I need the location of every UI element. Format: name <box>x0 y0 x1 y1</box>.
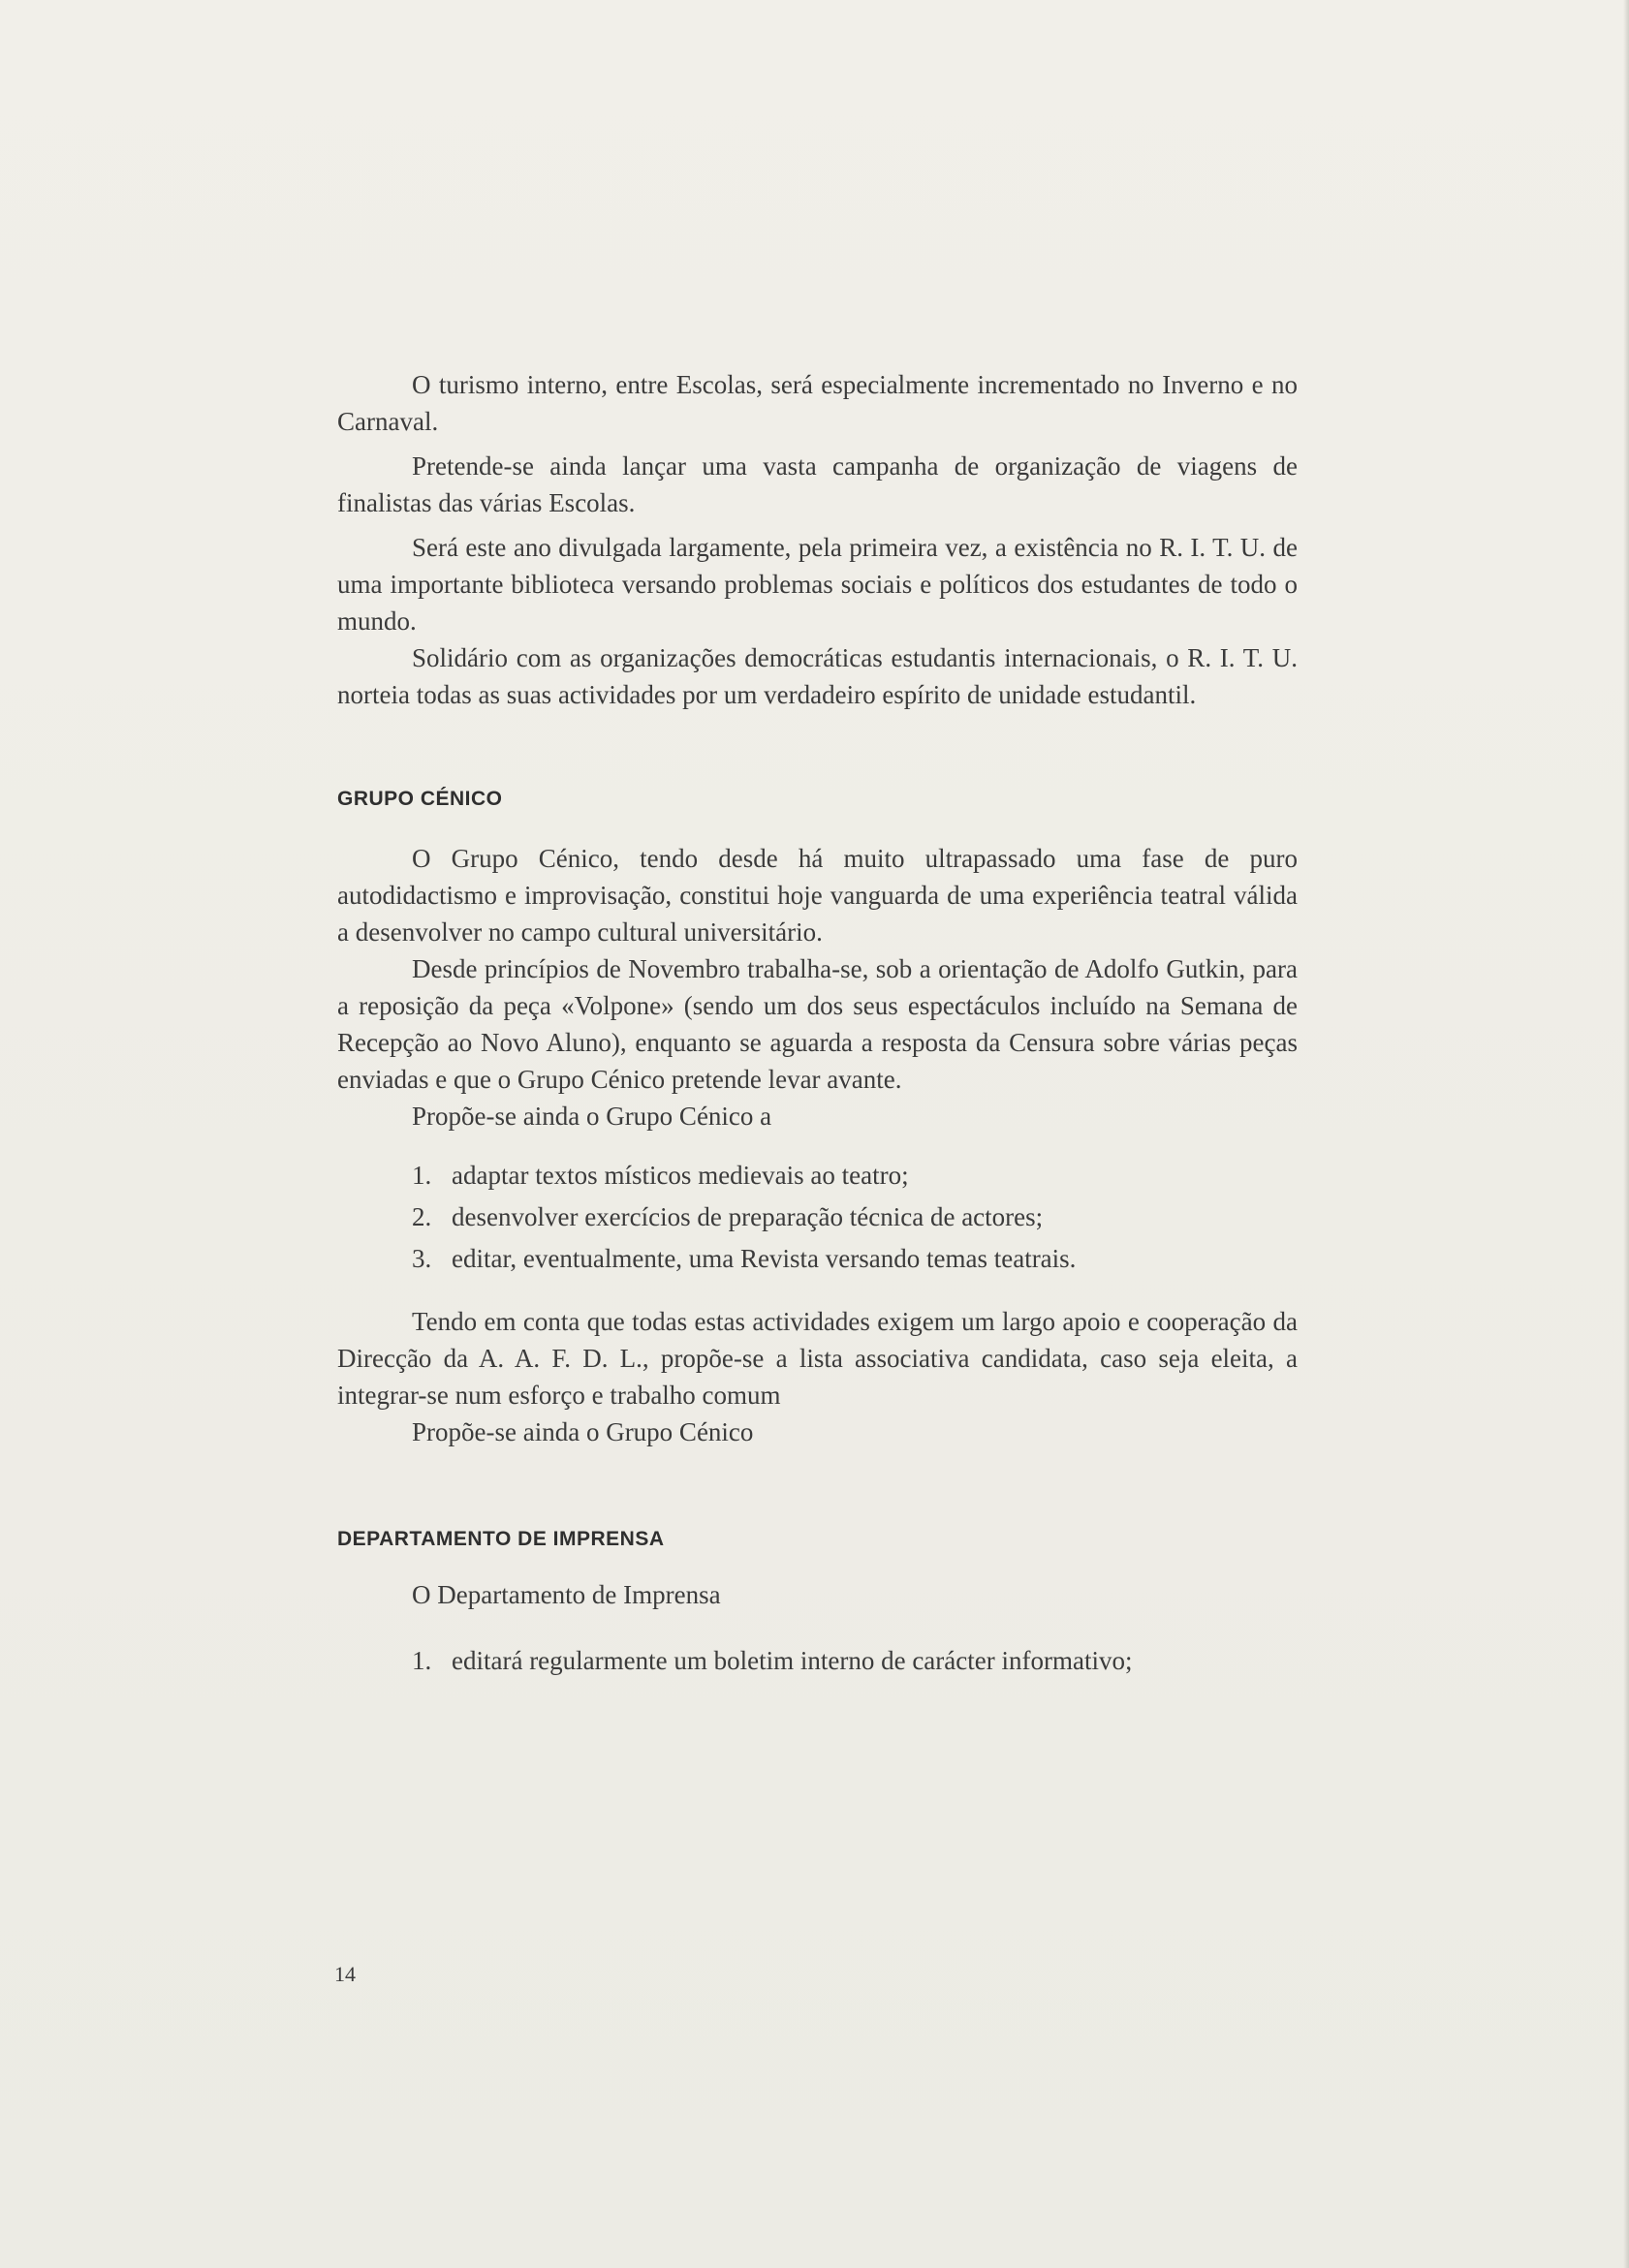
paragraph-biblioteca: Será este ano divulgada largamente, pela primeira vez, a existência no R. I. T. U. de uma importante biblioteca versando problemas sociais e políticos dos estudantes de todo o mundo. <box>337 533 1298 636</box>
imprensa-list <box>337 1642 1298 1679</box>
document-body <box>337 366 1298 1679</box>
list-item-text: desenvolver exercícios de preparação técnica de actores; <box>452 1202 1044 1231</box>
paragraph-solidario: Solidário com as organizações democráticas estudantis internacionais, o R. I. T. U. norteia todas as suas actividades por um verdadeiro espírito de unidade estudantil. <box>337 643 1298 709</box>
paragraph-turismo: O turismo interno, entre Escolas, será especialmente incrementado no Inverno e no Carnaval. <box>337 370 1298 436</box>
paragraph-apoio: Tendo em conta que todas estas actividades exigem um largo apoio e cooperação da Direcção da A. A. F. D. L., propõe-se a lista associativa candidata, caso seja eleita, a integrar-se num esforço e trabalho comum <box>337 1307 1298 1410</box>
list-item <box>337 1238 1298 1280</box>
list-item <box>337 1155 1298 1196</box>
list-item <box>337 1196 1298 1238</box>
list-item <box>337 1642 1298 1679</box>
page-edge-shadow <box>1623 0 1629 2268</box>
list-item-number: 1. <box>412 1161 432 1190</box>
list-item-text: adaptar textos místicos medievais ao teatro; <box>452 1161 909 1190</box>
page-number: 14 <box>334 1962 356 1986</box>
paragraph-imprensa-intro: O Departamento de Imprensa <box>412 1580 721 1609</box>
list-item-text: editar, eventualmente, uma Revista versando temas teatrais. <box>452 1244 1077 1273</box>
paragraph-finalistas: Pretende-se ainda lançar uma vasta campanha de organização de viagens de finalistas das várias Escolas. <box>337 451 1298 517</box>
section-heading-grupo-cenico: GRUPO CÉNICO <box>337 788 503 810</box>
paragraph-novembro: Desde princípios de Novembro trabalha-se, sob a orientação de Adolfo Gutkin, para a reposição da peça «Volpone» (sendo um dos seus espectáculos incluído na Semana de Recepção ao Novo Aluno), enquanto se aguarda a resposta da Censura sobre várias peças enviadas e que o Grupo Cénico pretende levar avante. <box>337 954 1298 1094</box>
paragraph-propoe-se-a: Propõe-se ainda o Grupo Cénico a <box>412 1102 772 1131</box>
list-item-number: 3. <box>412 1244 432 1273</box>
paragraph-grupo-cenico-intro: O Grupo Cénico, tendo desde há muito ultrapassado uma fase de puro autodidactismo e improvisação, constitui hoje vanguarda de uma experiência teatral válida a desenvolver no campo cultural universitário. <box>337 844 1298 947</box>
paragraph-propoe-se: Propõe-se ainda o Grupo Cénico <box>412 1417 754 1446</box>
grupo-cenico-list <box>337 1155 1298 1280</box>
list-item-number: 1. <box>412 1646 432 1675</box>
list-item-text: editará regularmente um boletim interno de carácter informativo; <box>452 1646 1133 1675</box>
list-item-number: 2. <box>412 1202 432 1231</box>
section-heading-imprensa: DEPARTAMENTO DE IMPRENSA <box>337 1528 665 1550</box>
